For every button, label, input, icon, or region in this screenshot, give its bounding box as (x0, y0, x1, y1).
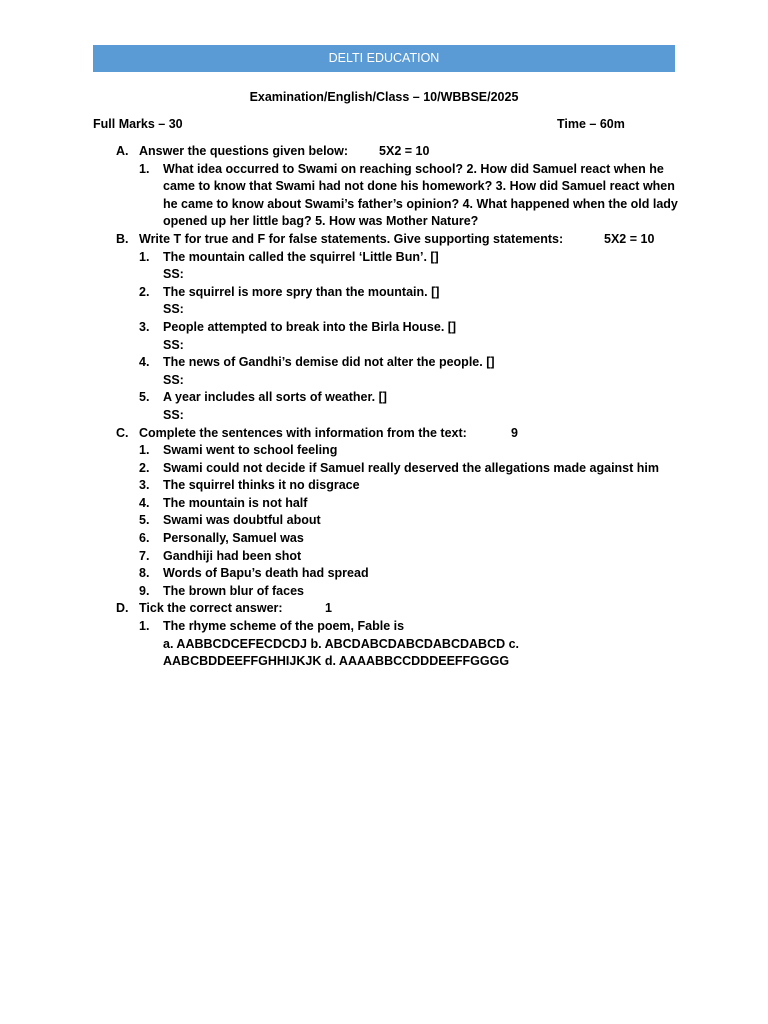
question-item (116, 442, 678, 460)
section-instruction: Complete the sentences with information from the text: (139, 425, 467, 440)
question-item (116, 565, 678, 583)
question-item (116, 548, 678, 566)
section-marks: 5X2 = 10 (379, 144, 430, 158)
question-text: The news of Gandhi’s demise did not alter the people. [] (163, 355, 495, 370)
question-item (116, 354, 678, 372)
section-d (116, 600, 678, 670)
section-a-heading (116, 143, 678, 161)
question-number: 5. (139, 513, 150, 528)
section-letter: A. (116, 144, 129, 158)
question-text: The mountain is not half (163, 495, 308, 510)
question-number: 5. (139, 390, 150, 405)
question-item (116, 477, 678, 495)
question-text: Swami could not decide if Samuel really deserved the allegations made against him (163, 460, 659, 475)
question-number: 1. (139, 619, 150, 634)
section-c-heading (116, 425, 678, 443)
section-letter: B. (116, 231, 129, 246)
question-number: 3. (139, 478, 150, 493)
question-number: 8. (139, 566, 150, 581)
section-letter: C. (116, 425, 129, 440)
question-text: The squirrel thinks it no disgrace (163, 478, 360, 493)
question-text: People attempted to break into the Birla House. [] (163, 319, 457, 334)
question-number: 1. (139, 443, 150, 458)
question-item (116, 618, 678, 671)
question-text: A year includes all sorts of weather. [] (163, 390, 387, 405)
question-text: Words of Bapu’s death had spread (163, 566, 369, 581)
question-text: Gandhiji had been shot (163, 548, 302, 563)
question-number: 7. (139, 548, 150, 563)
section-a (116, 143, 678, 231)
question-item (116, 530, 678, 548)
section-marks: 1 (325, 601, 332, 616)
section-c (116, 425, 678, 601)
supporting-statement-label: SS: (163, 302, 184, 317)
full-marks: Full Marks – 30 (93, 117, 183, 131)
question-number: 1. (139, 161, 150, 176)
question-number: 4. (139, 355, 150, 370)
question-number: 4. (139, 495, 150, 510)
question-text: Personally, Samuel was (163, 531, 304, 546)
question-number: 3. (139, 319, 150, 334)
section-b (116, 231, 678, 425)
question-text: Swami was doubtful about (163, 513, 321, 528)
header-banner: DELTI EDUCATION (93, 45, 675, 72)
time-allowed: Time – 60m (557, 117, 625, 131)
question-text: The brown blur of faces (163, 583, 304, 598)
supporting-statement-label: SS: (163, 372, 184, 387)
question-item (116, 495, 678, 513)
section-instruction: Write T for true and F for false statements. Give supporting statements: (139, 231, 564, 246)
supporting-statement-label: SS: (163, 407, 184, 422)
question-text: The mountain called the squirrel ‘Little Bun’. [] (163, 249, 439, 264)
question-item (116, 161, 678, 231)
question-item (116, 512, 678, 530)
question-item (116, 249, 678, 267)
section-d-heading (116, 600, 678, 618)
supporting-statement-label: SS: (163, 267, 184, 282)
question-item (116, 389, 678, 407)
question-item (116, 583, 678, 601)
question-text: Swami went to school feeling (163, 443, 338, 458)
question-number: 1. (139, 249, 150, 264)
section-marks: 5X2 = 10 (604, 231, 655, 246)
question-item (116, 460, 678, 478)
section-letter: D. (116, 601, 129, 616)
section-instruction: Tick the correct answer: (139, 601, 283, 616)
supporting-statement-label: SS: (163, 337, 184, 352)
answer-options: a. AABBCDCEFECDCDJ b. ABCDABCDABCDABCDABCD c. AABCBDDEEFFGHHIJKJK d. AAAABBCCDDDEEFFGGGG (163, 636, 520, 669)
exam-title: Examination/English/Class – 10/WBBSE/2025 (249, 90, 519, 104)
question-text: The rhyme scheme of the poem, Fable is (163, 619, 405, 634)
section-marks: 9 (511, 425, 518, 440)
question-number: 6. (139, 531, 150, 546)
question-paper (116, 143, 678, 671)
section-b-heading (116, 231, 678, 249)
question-text: The squirrel is more spry than the mountain. [] (163, 284, 440, 299)
question-number: 2. (139, 460, 150, 475)
section-instruction: Answer the questions given below: (139, 144, 349, 158)
question-number: 2. (139, 284, 150, 299)
question-number: 9. (139, 583, 150, 598)
question-item (116, 319, 678, 337)
question-item (116, 284, 678, 302)
question-text: What idea occurred to Swami on reaching school? 2. How did Samuel react when he came to know that Swami had not done his homework? 3. How did Samuel react when he came to know about Swami’s father’s opinion? 4. What happened when the old lady opened up her little bag? 5. How was Mother Nature? (163, 161, 678, 229)
